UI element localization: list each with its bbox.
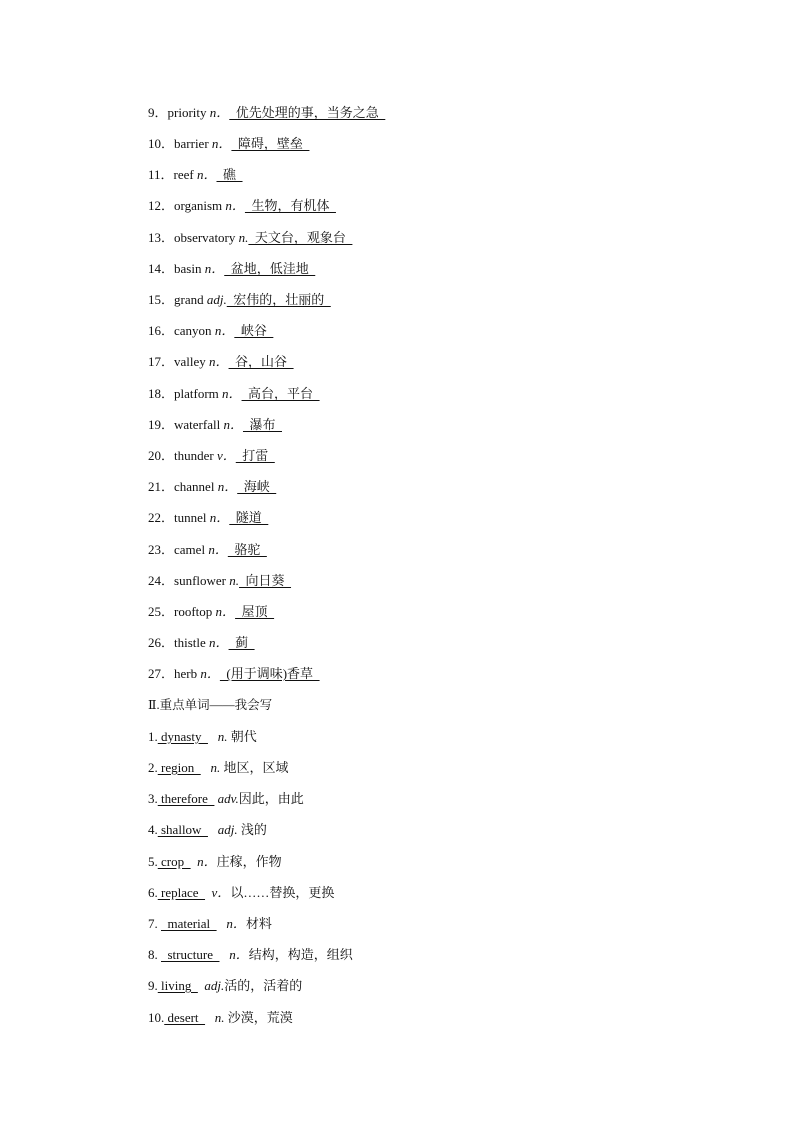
chinese-meaning: 庄稼，作物 <box>216 854 282 869</box>
chinese-meaning: 沙漠，荒漠 <box>227 1010 293 1025</box>
item-number: 26． <box>148 635 175 650</box>
chinese-meaning: 地区，区域 <box>223 760 289 775</box>
answer-blank: 峡谷 <box>234 323 274 338</box>
english-word: channel <box>174 479 215 494</box>
item-number: 9． <box>148 105 168 120</box>
answer-blank: 礁 <box>216 167 243 182</box>
english-word: reef <box>173 167 194 182</box>
part-of-speech: n. <box>238 230 249 245</box>
vocab-row-3 <box>148 167 243 183</box>
item-number: 14． <box>148 261 175 276</box>
vocab-row-13 <box>148 479 276 495</box>
part-of-speech: n． <box>215 604 236 619</box>
answer-blank: therefore <box>157 791 215 806</box>
vocab-row-14 <box>148 510 268 526</box>
part-of-speech: n． <box>197 854 217 869</box>
item-number: 6. <box>148 885 158 900</box>
item-number: 27． <box>148 666 175 681</box>
part-of-speech: n． <box>223 417 243 432</box>
part-of-speech: n． <box>208 542 228 557</box>
item-number: 23． <box>148 542 175 557</box>
answer-blank: 打雷 <box>235 448 275 463</box>
chinese-meaning: 结构，构造，组织 <box>248 947 353 962</box>
write-row-1 <box>148 729 257 745</box>
part-of-speech: v． <box>211 885 231 900</box>
item-number: 3. <box>148 791 158 806</box>
write-row-8 <box>148 947 353 963</box>
answer-blank: dynasty <box>157 729 208 744</box>
english-word: grand <box>174 292 204 307</box>
english-word: camel <box>174 542 206 557</box>
answer-blank: 高台，平台 <box>241 386 320 401</box>
item-number: 19． <box>148 417 175 432</box>
item-number: 2. <box>148 760 158 775</box>
part-of-speech: n． <box>222 386 242 401</box>
english-word: tunnel <box>174 510 207 525</box>
vocab-row-7 <box>148 292 331 308</box>
item-number: 21． <box>148 479 175 494</box>
answer-blank: 障碍，壁垒 <box>231 136 310 151</box>
write-row-2 <box>148 760 288 776</box>
answer-blank: 盆地，低洼地 <box>224 261 316 276</box>
part-of-speech: n． <box>209 635 229 650</box>
english-word: basin <box>174 261 202 276</box>
vocab-row-15 <box>148 542 267 558</box>
write-row-7 <box>148 916 272 932</box>
write-row-6 <box>148 885 334 901</box>
part-of-speech: n． <box>200 666 220 681</box>
english-word: barrier <box>174 136 209 151</box>
item-number: 7. <box>148 916 158 931</box>
part-of-speech: n． <box>226 916 246 931</box>
english-word: canyon <box>174 323 212 338</box>
answer-blank: desert <box>164 1010 206 1025</box>
answer-blank: 生物，有机体 <box>244 198 336 213</box>
part-of-speech: n． <box>209 354 229 369</box>
vocab-row-11 <box>148 417 282 433</box>
english-word: priority <box>167 105 207 120</box>
part-of-speech: adv. <box>217 791 239 806</box>
vocab-row-19 <box>148 666 320 682</box>
chinese-meaning: 朝代 <box>230 729 257 744</box>
item-number: 17． <box>148 354 175 369</box>
section-heading: Ⅱ.重点单词——我会写 <box>148 698 273 712</box>
part-of-speech: n． <box>209 105 230 120</box>
english-word: waterfall <box>174 417 221 432</box>
vocab-row-9 <box>148 354 294 370</box>
item-number: 16． <box>148 323 175 338</box>
part-of-speech: n． <box>204 261 225 276</box>
part-of-speech: adj. <box>204 978 225 993</box>
write-row-5 <box>148 854 282 870</box>
write-row-4 <box>148 822 267 838</box>
part-of-speech: n． <box>217 479 238 494</box>
english-word: thistle <box>174 635 206 650</box>
answer-blank: 天文台，观象台 <box>248 230 353 245</box>
vocab-row-6 <box>148 261 315 277</box>
answer-blank: 宏伟的，壮丽的 <box>226 292 331 307</box>
part-of-speech: adj. <box>217 822 238 837</box>
answer-blank: replace <box>157 885 206 900</box>
answer-blank: crop <box>157 854 191 869</box>
part-of-speech: n. <box>229 573 240 588</box>
english-word: organism <box>174 198 223 213</box>
vocab-row-1 <box>148 105 385 121</box>
part-of-speech: n． <box>229 947 249 962</box>
english-word: herb <box>174 666 198 681</box>
vocab-row-10 <box>148 386 320 402</box>
item-number: 10. <box>148 1010 165 1025</box>
english-word: platform <box>174 386 219 401</box>
vocab-row-4 <box>148 198 336 214</box>
english-word: observatory <box>174 230 236 245</box>
answer-blank: shallow <box>157 822 208 837</box>
part-of-speech: n． <box>196 167 217 182</box>
english-word: rooftop <box>174 604 213 619</box>
english-word: sunflower <box>174 573 227 588</box>
item-number: 8. <box>148 947 158 962</box>
answer-blank: 屋顶 <box>235 604 275 619</box>
answer-blank: 海峡 <box>237 479 277 494</box>
english-word: thunder <box>174 448 214 463</box>
write-row-9 <box>148 978 302 994</box>
item-number: 5. <box>148 854 158 869</box>
item-number: 22． <box>148 510 175 525</box>
answer-blank: 骆驼 <box>227 542 267 557</box>
chinese-meaning: 以……替换，更换 <box>230 885 335 900</box>
write-row-10 <box>148 1010 293 1026</box>
chinese-meaning: 材料 <box>245 916 272 931</box>
item-number: 4. <box>148 822 158 837</box>
chinese-meaning: 浅的 <box>240 822 267 837</box>
answer-blank: structure <box>161 947 220 962</box>
vocab-row-2 <box>148 136 309 152</box>
vocab-row-12 <box>148 448 275 464</box>
part-of-speech: n. <box>217 729 228 744</box>
item-number: 1. <box>148 729 158 744</box>
item-number: 12． <box>148 198 175 213</box>
item-number: 10． <box>148 136 175 151</box>
answer-blank: 瀑布 <box>242 417 282 432</box>
answer-blank: living <box>157 978 198 993</box>
chinese-meaning: 活的，活着的 <box>224 978 303 993</box>
item-number: 25． <box>148 604 175 619</box>
answer-blank: 向日葵 <box>239 573 292 588</box>
answer-blank: (用于调味)香草 <box>219 666 320 681</box>
item-number: 20． <box>148 448 175 463</box>
chinese-meaning: 因此，由此 <box>238 791 304 806</box>
answer-blank: region <box>157 760 201 775</box>
part-of-speech: n. <box>210 760 221 775</box>
vocab-row-16 <box>148 573 291 589</box>
item-number: 18． <box>148 386 175 401</box>
vocab-row-8 <box>148 323 273 339</box>
answer-blank: 优先处理的事，当务之急 <box>229 105 386 120</box>
part-of-speech: n． <box>214 323 235 338</box>
part-of-speech: n． <box>225 198 245 213</box>
item-number: 24． <box>148 573 175 588</box>
item-number: 9. <box>148 978 158 993</box>
part-of-speech: adj. <box>206 292 227 307</box>
part-of-speech: n． <box>209 510 230 525</box>
answer-blank: 隧道 <box>229 510 269 525</box>
part-of-speech: n． <box>211 136 232 151</box>
item-number: 15． <box>148 292 175 307</box>
english-word: valley <box>174 354 206 369</box>
vocab-row-18 <box>148 635 255 651</box>
part-of-speech: v． <box>216 448 236 463</box>
answer-blank: 谷，山谷 <box>228 354 294 369</box>
item-number: 13． <box>148 230 175 245</box>
answer-blank: material <box>161 916 217 931</box>
write-row-3 <box>148 791 304 807</box>
vocab-row-5 <box>148 230 352 246</box>
item-number: 11． <box>148 167 174 182</box>
part-of-speech: n. <box>214 1010 225 1025</box>
answer-blank: 蓟 <box>228 635 255 650</box>
vocab-row-17 <box>148 604 274 620</box>
